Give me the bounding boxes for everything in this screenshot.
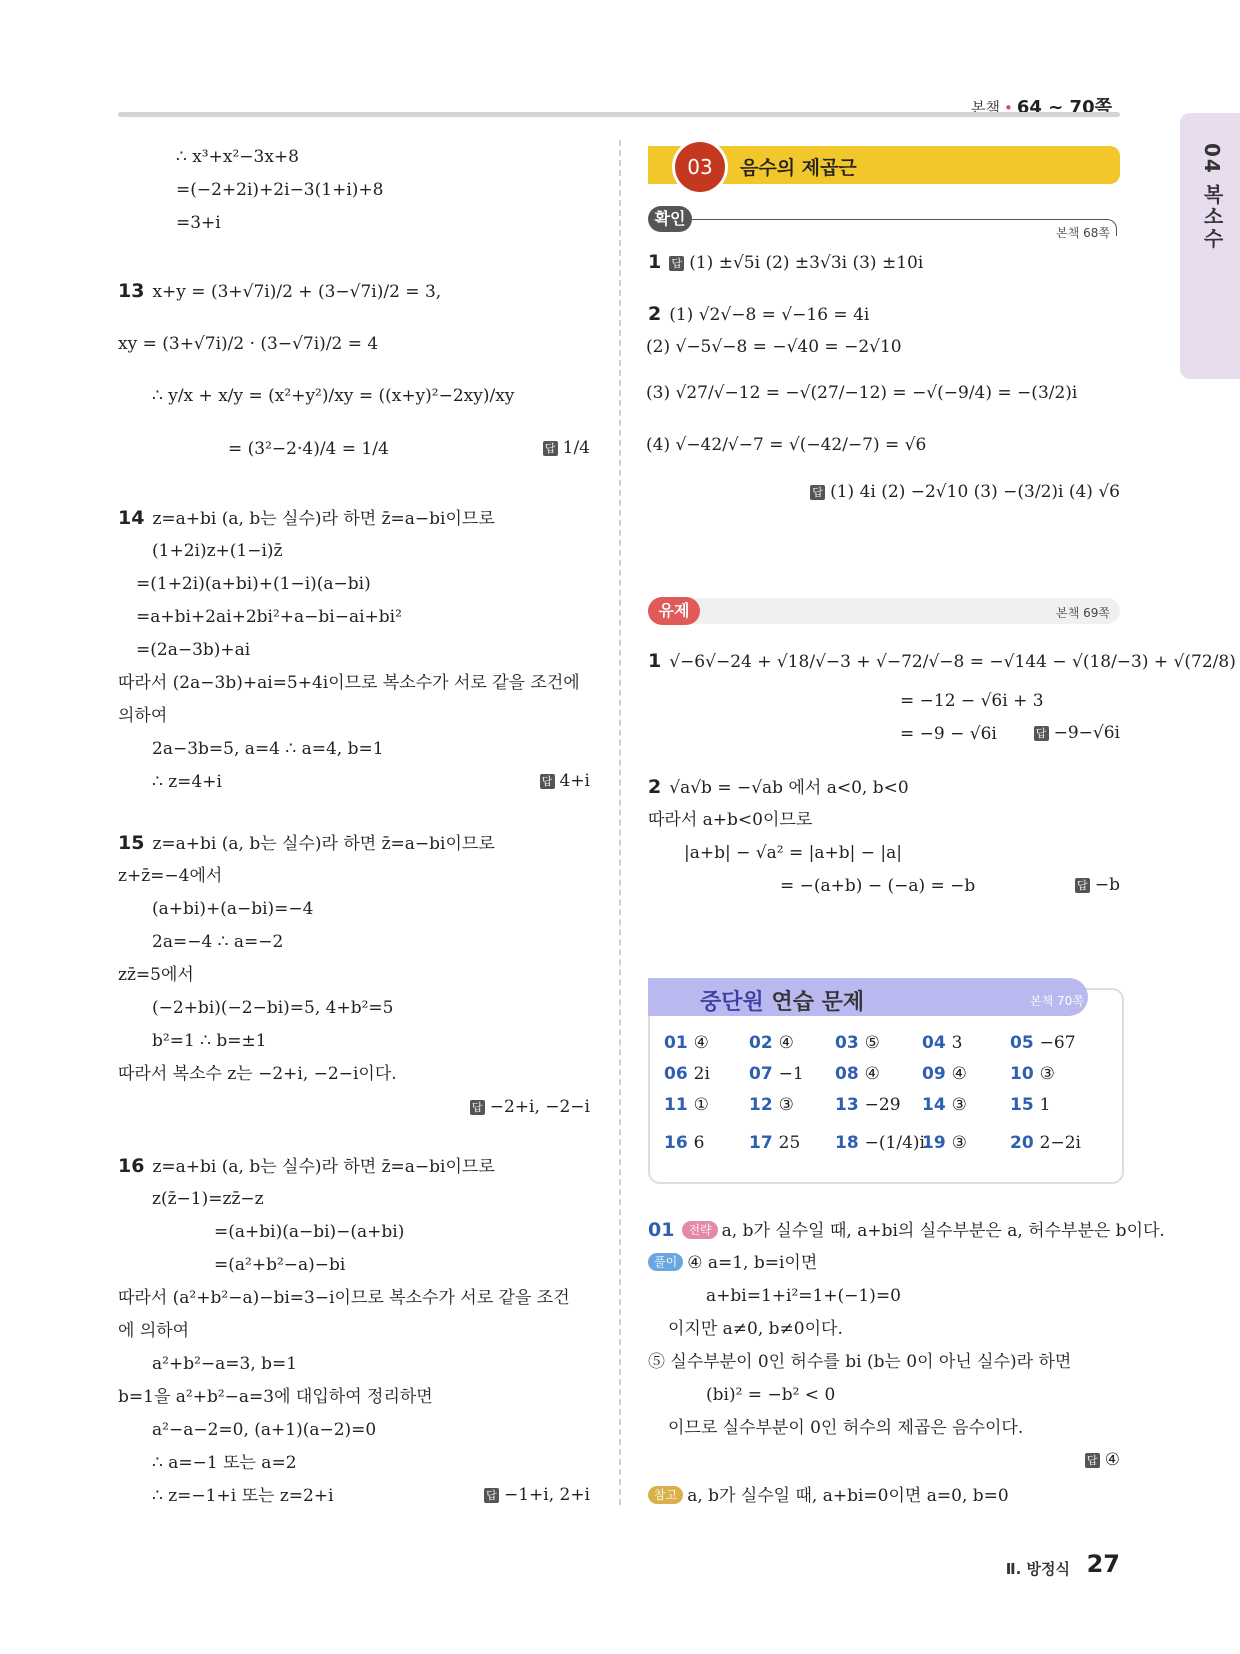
answer-icon: 답 — [543, 441, 558, 456]
check-q2-line: (1) √2√−8 = √−16 = 4i — [669, 305, 870, 325]
p15-line: zz̄=5에서 — [118, 965, 194, 985]
check-q1 — [648, 251, 923, 274]
p16-line: z=a+bi (a, b는 실수)라 하면 z̄=a−bi이므로 — [152, 1157, 495, 1177]
midunit-problem-number: 09 — [922, 1064, 946, 1084]
midunit-answer-cell — [664, 1064, 710, 1084]
midunit-problem-number: 19 — [922, 1133, 946, 1153]
midunit-problem-number: 11 — [664, 1095, 688, 1115]
p14-line: 따라서 (2a−3b)+ai=5+4i이므로 복소수가 서로 같을 조건에 — [118, 673, 580, 693]
p14-line: =a+bi+2ai+2bi²+a−bi−ai+bi² — [136, 607, 402, 627]
page-range: 64 ~ 70쪽 — [1016, 97, 1112, 118]
example-bar — [648, 598, 1120, 624]
example-q2 — [648, 776, 909, 799]
midunit-answer-value: 2−2i — [1039, 1133, 1081, 1153]
p12-line-1: ∴ x³+x²−3x+8 — [176, 147, 299, 167]
midunit-answer-cell — [749, 1064, 804, 1084]
midunit-answer-value: 6 — [693, 1133, 705, 1153]
answer-value: 1/4 — [562, 438, 590, 458]
p14-line: =(1+2i)(a+bi)+(1−i)(a−bi) — [136, 574, 371, 594]
midunit-answer-cell — [664, 1033, 709, 1053]
midunit-answer-value: ⑤ — [864, 1033, 880, 1053]
p16-line: =(a²+b²−a)−bi — [214, 1255, 346, 1275]
midunit-answer-cell — [835, 1095, 901, 1115]
midunit-problem-number: 04 — [922, 1033, 946, 1053]
example-q1-line: = −12 − √6i + 3 — [900, 691, 1044, 711]
midunit-answer-value: 25 — [778, 1133, 801, 1153]
midunit-problem-number: 07 — [749, 1064, 773, 1084]
answer-value: −9−√6i — [1053, 723, 1120, 743]
midunit-problem-number: 02 — [749, 1033, 773, 1053]
answer-icon: 답 — [669, 256, 684, 271]
midunit-problem-number: 16 — [664, 1133, 688, 1153]
p14-line: ∴ z=4+i — [152, 772, 222, 792]
answer-icon: 답 — [540, 774, 555, 789]
midunit-problem-number: 03 — [835, 1033, 859, 1053]
answer-value: −2+i, −2−i — [489, 1097, 590, 1117]
p15-line: b²=1 ∴ b=±1 — [152, 1031, 267, 1051]
midunit-answer-cell — [835, 1133, 925, 1153]
midunit-answer-value: ③ — [1039, 1064, 1055, 1084]
midunit-answer-cell — [835, 1064, 880, 1084]
answer-value: (1) 4i (2) −2√10 (3) −(3/2)i (4) √6 — [830, 482, 1120, 502]
midunit-answer-value: ③ — [951, 1095, 967, 1115]
p13-line-1: x+y = (3+√7i)/2 + (3−√7i)/2 = 3, — [152, 282, 442, 302]
solution-line: (bi)² = −b² < 0 — [706, 1385, 836, 1405]
example-q2-answer — [1075, 875, 1120, 895]
example-book-ref: 본책 69쪽 — [1056, 606, 1110, 620]
answer-value: 4+i — [559, 771, 590, 791]
problem-16 — [118, 1155, 495, 1178]
p14-line: =(2a−3b)+ai — [136, 640, 251, 660]
p13-line-2: xy = (3+√7i)/2 · (3−√7i)/2 = 4 — [118, 334, 379, 354]
check-q2-line: (4) √−42/√−7 = √(−42/−7) = √6 — [646, 435, 927, 455]
question-number: 1 — [648, 650, 662, 672]
question-number: 1 — [648, 251, 662, 273]
p16-line: a²+b²−a=3, b=1 — [152, 1354, 298, 1374]
midunit-problem-number: 15 — [1010, 1095, 1034, 1115]
footer-chapter: Ⅱ. 방정식 — [1005, 1560, 1070, 1578]
midunit-title-a: 중단원 — [700, 990, 764, 1015]
check-q1-text: (1) ±√5i (2) ±3√3i (3) ±10i — [689, 253, 924, 273]
example-q1-line: = −9 − √6i — [900, 724, 997, 744]
midunit-answer-value: −1 — [778, 1064, 804, 1084]
p15-line: 2a=−4 ∴ a=−2 — [152, 932, 284, 952]
midunit-answer-cell — [749, 1095, 794, 1115]
answer-icon: 답 — [484, 1488, 499, 1503]
problem-number: 14 — [118, 507, 145, 529]
section-title: 음수의 제곱근 — [740, 157, 857, 179]
midunit-problem-number: 01 — [664, 1033, 688, 1053]
midunit-answer-cell — [1010, 1133, 1081, 1153]
answer-icon: 답 — [470, 1100, 485, 1115]
p15-line: z=a+bi (a, b는 실수)라 하면 z̄=a−bi이므로 — [152, 834, 495, 854]
answer-icon: 답 — [1075, 878, 1090, 893]
answer-value: −b — [1094, 875, 1120, 895]
book-ref-label: 본책 — [971, 99, 1001, 117]
midunit-answer-value: −67 — [1039, 1033, 1076, 1053]
solution-01-line — [648, 1252, 817, 1274]
check-q2 — [648, 303, 869, 326]
p16-answer — [484, 1485, 590, 1505]
problem-number: 16 — [118, 1155, 145, 1177]
page-number: 27 — [1086, 1550, 1120, 1578]
midunit-answer-value: ④ — [951, 1064, 967, 1084]
solution-tag: 풀이 — [648, 1253, 683, 1271]
p12-line-2: =(−2+2i)+2i−3(1+i)+8 — [176, 180, 384, 200]
midunit-answer-cell — [922, 1064, 967, 1084]
p15-line: (a+bi)+(a−bi)=−4 — [152, 899, 314, 919]
midunit-title — [700, 985, 864, 1016]
midunit-answer-value: −(1/4)i — [864, 1133, 925, 1153]
check-rule — [692, 219, 1117, 236]
midunit-answer-value: ③ — [778, 1095, 794, 1115]
note-tag: 참고 — [648, 1486, 683, 1504]
midunit-problem-number: 12 — [749, 1095, 773, 1115]
p16-line: ∴ a=−1 또는 a=2 — [152, 1453, 297, 1473]
p15-line: 따라서 복소수 z는 −2+i, −2−i이다. — [118, 1064, 397, 1084]
check-book-ref: 본책 68쪽 — [1056, 226, 1110, 240]
example-q1-answer — [1034, 723, 1120, 743]
midunit-answer-cell — [922, 1033, 963, 1053]
midunit-answer-cell — [664, 1133, 705, 1153]
midunit-answer-cell — [1010, 1064, 1055, 1084]
midunit-answer-cell — [749, 1133, 800, 1153]
midunit-answer-cell — [1010, 1033, 1076, 1053]
midunit-problem-number: 17 — [749, 1133, 773, 1153]
problem-number: 13 — [118, 280, 145, 302]
midunit-book-ref: 본책 70쪽 — [1030, 994, 1084, 1008]
midunit-answer-cell — [922, 1095, 967, 1115]
example-q1 — [648, 650, 1236, 673]
midunit-title-b: 연습 문제 — [771, 990, 865, 1015]
check-label: 확인 — [648, 206, 692, 232]
p13-answer — [543, 438, 590, 458]
top-divider — [118, 112, 1120, 117]
p16-line: b=1을 a²+b²−a=3에 대입하여 정리하면 — [118, 1387, 433, 1407]
solution-01 — [648, 1219, 1165, 1242]
p16-line: z(z̄−1)=zz̄−z — [152, 1189, 264, 1209]
p14-answer — [540, 771, 591, 791]
question-number: 2 — [648, 776, 662, 798]
check-q2-line: (3) √27/√−12 = −√(27/−12) = −√(−9/4) = −(3/2)i — [646, 383, 1078, 403]
solution-line: 이므로 실수부분이 0인 허수의 제곱은 음수이다. — [668, 1418, 1024, 1438]
midunit-answer-value: ① — [693, 1095, 709, 1115]
p13-line-4: = (3²−2·4)/4 = 1/4 — [228, 439, 389, 459]
p15-line: z+z̄=−4에서 — [118, 866, 223, 886]
check-q2-answer — [810, 482, 1120, 502]
question-number: 2 — [648, 303, 662, 325]
p16-line: 에 의하여 — [118, 1321, 190, 1341]
midunit-answer-value: −29 — [864, 1095, 901, 1115]
midunit-problem-number: 13 — [835, 1095, 859, 1115]
problem-13 — [118, 280, 441, 303]
midunit-answer-cell — [835, 1033, 880, 1053]
midunit-answer-value: 3 — [951, 1033, 963, 1053]
midunit-answer-value: ④ — [693, 1033, 709, 1053]
strategy-text: a, b가 실수일 때, a+bi의 실수부분은 a, 허수부분은 b이다. — [721, 1221, 1165, 1241]
note-text: a, b가 실수일 때, a+bi=0이면 a=0, b=0 — [687, 1486, 1009, 1506]
p15-line: (−2+bi)(−2−bi)=5, 4+b²=5 — [152, 998, 394, 1018]
midunit-answer-value: ③ — [951, 1133, 967, 1153]
midunit-box — [648, 988, 1124, 1184]
answer-value: −1+i, 2+i — [503, 1485, 590, 1505]
midunit-answer-value: 1 — [1039, 1095, 1051, 1115]
midunit-answer-cell — [664, 1095, 709, 1115]
chapter-tab-label: 04 복소수 — [1200, 143, 1224, 250]
midunit-answer-value: 2i — [693, 1064, 710, 1084]
solution-line: 이지만 a≠0, b≠0이다. — [668, 1319, 843, 1339]
chapter-side-tab[interactable] — [1180, 113, 1240, 379]
example-q2-line: = −(a+b) − (−a) = −b — [780, 876, 976, 896]
solution-number: 01 — [648, 1219, 675, 1241]
midunit-problem-number: 08 — [835, 1064, 859, 1084]
midunit-problem-number: 14 — [922, 1095, 946, 1115]
midunit-problem-number: 10 — [1010, 1064, 1034, 1084]
solution-line: a+bi=1+i²=1+(−1)=0 — [706, 1286, 901, 1306]
p16-line: 따라서 (a²+b²−a)−bi=3−i이므로 복소수가 서로 같을 조건 — [118, 1288, 570, 1308]
midunit-answer-cell — [749, 1033, 794, 1053]
midunit-answer-cell — [922, 1133, 967, 1153]
answer-value: ④ — [1104, 1450, 1120, 1470]
p16-line: ∴ z=−1+i 또는 z=2+i — [152, 1486, 334, 1506]
strategy-tag: 전략 — [682, 1221, 717, 1239]
midunit-problem-number: 20 — [1010, 1133, 1034, 1153]
example-q2-line: √a√b = −√ab 에서 a<0, b<0 — [669, 778, 909, 798]
answer-icon: 답 — [1085, 1453, 1100, 1468]
solution-note — [648, 1485, 1009, 1507]
midunit-answer-value: ④ — [864, 1064, 880, 1084]
problem-14 — [118, 507, 495, 530]
example-q1-line: √−6√−24 + √18/√−3 + √−72/√−8 = −√144 − √(18/−3) + √(72/8) — [669, 652, 1236, 672]
solution-line: ④ a=1, b=i이면 — [687, 1253, 818, 1273]
p16-line: =(a+bi)(a−bi)−(a+bi) — [214, 1222, 405, 1242]
p13-line-3: ∴ y/x + x/y = (x²+y²)/xy = ((x+y)²−2xy)/xy — [152, 386, 515, 406]
midunit-problem-number: 05 — [1010, 1033, 1034, 1053]
example-label: 유제 — [648, 597, 700, 625]
problem-number: 15 — [118, 832, 145, 854]
p14-line: z=a+bi (a, b는 실수)라 하면 z̄=a−bi이므로 — [152, 509, 495, 529]
p15-answer — [470, 1097, 590, 1117]
p16-line: a²−a−2=0, (a+1)(a−2)=0 — [152, 1420, 377, 1440]
page-range-header: 본책 • 64 ~ 70쪽 — [971, 97, 1112, 118]
solution-line: ⑤ 실수부분이 0인 허수를 bi (b는 0이 아닌 실수)라 하면 — [648, 1352, 1072, 1372]
p14-line: (1+2i)z+(1−i)z̄ — [152, 541, 283, 561]
problem-15 — [118, 832, 495, 855]
example-q2-line: |a+b| − √a² = |a+b| − |a| — [684, 843, 902, 863]
example-q2-line: 따라서 a+b<0이므로 — [648, 810, 813, 830]
column-divider — [619, 140, 621, 1505]
p14-line: 2a−3b=5, a=4 ∴ a=4, b=1 — [152, 739, 384, 759]
answer-icon: 답 — [1034, 726, 1049, 741]
midunit-answer-value: ④ — [778, 1033, 794, 1053]
solution-01-answer — [1085, 1450, 1120, 1470]
midunit-problem-number: 18 — [835, 1133, 859, 1153]
midunit-answer-cell — [1010, 1095, 1051, 1115]
answer-icon: 답 — [810, 485, 825, 500]
p12-line-3: =3+i — [176, 213, 221, 233]
p14-line: 의하여 — [118, 706, 168, 726]
section-number-badge: 03 — [675, 142, 725, 192]
check-q2-line: (2) √−5√−8 = −√40 = −2√10 — [646, 337, 902, 357]
midunit-problem-number: 06 — [664, 1064, 688, 1084]
